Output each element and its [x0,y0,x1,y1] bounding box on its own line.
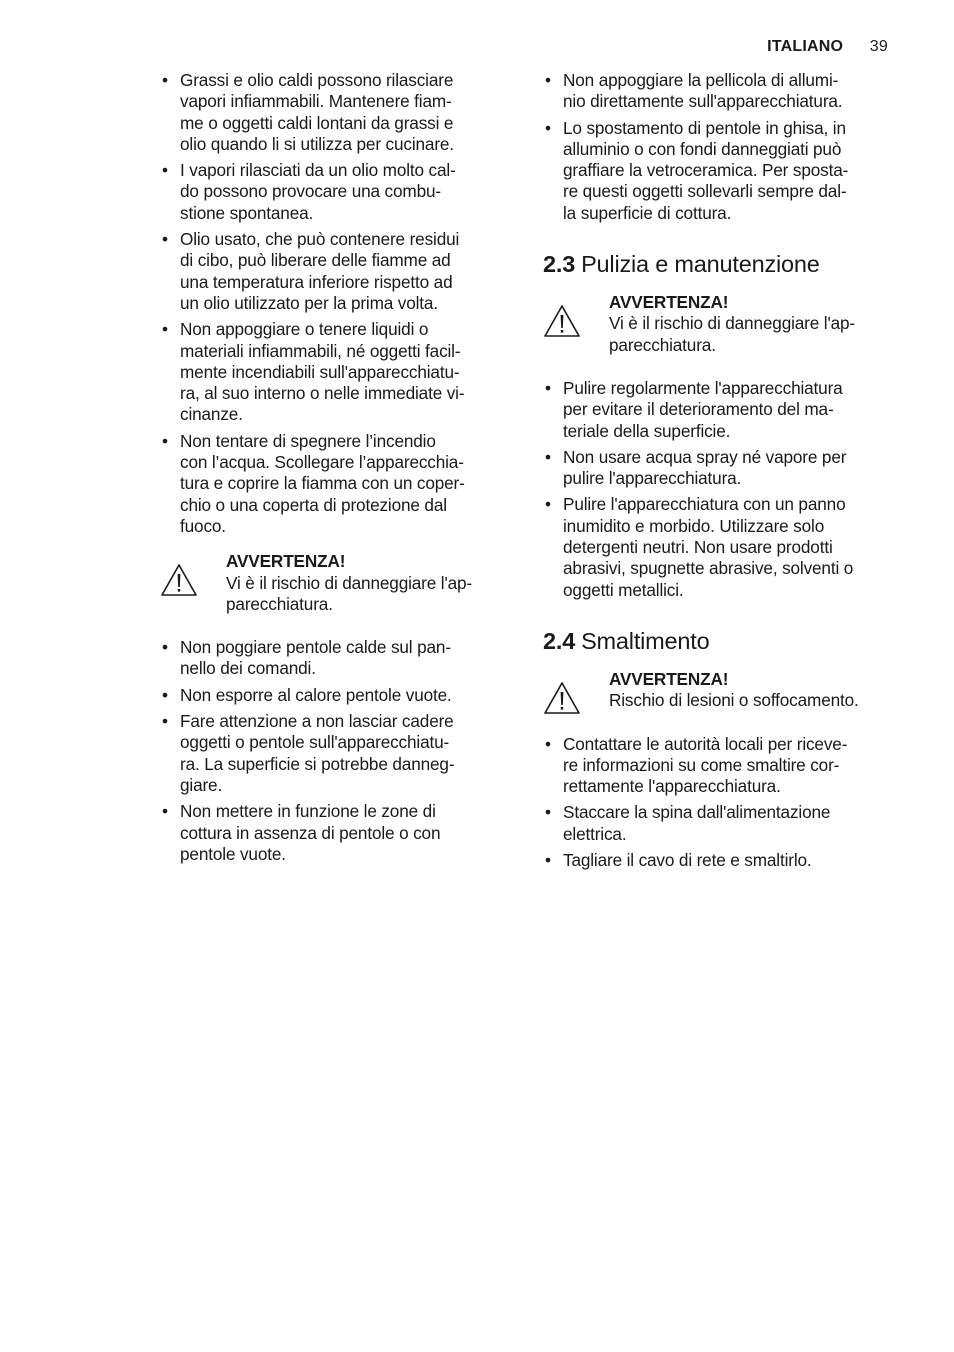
bullet-text-line: nello dei comandi. [180,658,316,679]
bullet-item [160,70,512,155]
section-2-3-bullet-list [543,378,895,601]
warning-text-line: parecchiatura. [609,334,716,355]
bullet-text-line: inumidito e morbido. Utilizzare solo [563,515,825,536]
warning-box [160,551,512,615]
warning-triangle-icon [543,681,581,715]
section-number: 2.4 [543,627,576,654]
bullet-text-line: oggetti metallici. [563,579,684,600]
warning-title: AVVERTENZA! [609,292,729,313]
warning-title: AVVERTENZA! [609,668,729,689]
left-bullet-list-1 [160,70,512,537]
bullet-text-line: • Lo spostamento di pentole in ghisa, in [563,117,846,138]
bullet-text-line: pentole vuote. [180,843,286,864]
bullet-item [543,447,895,490]
bullet-text-line: • Tagliare il cavo di rete e smaltirlo. [563,850,812,871]
warning-text-line: Rischio di lesioni o soffocamento. [609,690,859,711]
bullet-text-line: rettamente l'apparecchiatura. [563,776,781,797]
bullet-text-line: olio quando li si utilizza per cucinare. [180,133,454,154]
section-number: 2.3 [543,251,576,278]
bullet-text-line: • Grassi e olio caldi possono rilasciare [180,70,454,90]
bullet-text-line: • Non mettere in funzione le zone di [180,801,436,822]
bullet-item [160,160,512,224]
bullet-text-line: nio direttamente sull'apparecchiatura. [563,91,843,112]
warning-box [543,292,895,356]
bullet-item [160,229,512,314]
bullet-text-line: la superficie di cottura. [563,202,732,223]
bullet-text-line: do possono provocare una combu- [180,181,441,202]
bullet-text-line: vapori infiammabili. Mantenere fiam- [180,91,452,112]
section-heading-2-4 [543,627,895,655]
bullet-text-line: • Pulire regolarmente l'apparecchiatura [563,377,843,398]
bullet-text-line: • Non appoggiare la pellicola di allumi- [563,70,839,90]
bullet-item [543,118,895,224]
bullet-text-line: pulire l'apparecchiatura. [563,468,742,489]
bullet-text-line: alluminio o con fondi danneggiati può [563,138,842,159]
bullet-text-line: re questi oggetti sollevarli sempre dal- [563,181,847,202]
bullet-text-line: • Fare attenzione a non lasciar cadere [180,711,454,732]
bullet-text-line: un olio utilizzato per la prima volta. [180,292,438,313]
bullet-text-line: elettrica. [563,823,627,844]
bullet-item [543,802,895,845]
page-header [767,38,888,56]
warning-text-line: Vi è il rischio di danneggiare l'ap- [226,572,472,593]
bullet-text-line: • Non usare acqua spray né vapore per [563,446,847,467]
bullet-text-line: cinanze. [180,404,243,425]
bullet-text-line: • Contattare le autorità locali per riceve- [563,733,848,754]
bullet-text-line: • Non tentare di spegnere l’incendio [180,430,436,451]
bullet-text-line: me o oggetti caldi lontani da grassi e [180,112,454,133]
bullet-text-line: oggetti o pentole sull'apparecchiatu- [180,732,450,753]
bullet-text-line: • Non appoggiare o tenere liquidi o [180,319,429,340]
section-title: Smaltimento [581,627,710,654]
section-title: Pulizia e manutenzione [581,251,820,278]
bullet-item [160,711,512,796]
bullet-text-line: • Non poggiare pentole calde sul pan- [180,637,451,658]
bullet-text-line: chio o una coperta di protezione dal [180,494,447,515]
bullet-item [160,801,512,865]
warning-triangle-icon [160,563,198,597]
bullet-text-line: stione spontanea. [180,202,314,223]
bullet-text-line: materiali infiammabili, né oggetti facil- [180,340,461,361]
bullet-text-line: tura e coprire la fiamma con un coper- [180,473,465,494]
bullet-text-line: abrasivi, spugnette abrasive, solventi o [563,558,854,579]
warning-text-line: parecchiatura. [226,593,333,614]
bullet-text-line: per evitare il deterioramento del ma- [563,399,834,420]
bullet-text-line: una temperatura inferiore rispetto ad [180,271,453,292]
bullet-item [160,431,512,537]
right-column [543,70,895,876]
bullet-item [160,637,512,680]
bullet-text-line: cottura in assenza di pentole o con [180,822,441,843]
bullet-text-line: • Olio usato, che può contenere residui [180,229,460,250]
bullet-text-line: ra. La superficie si potrebbe danneg- [180,753,455,774]
bullet-text-line: giare. [180,774,223,795]
left-bullet-list-2 [160,637,512,865]
bullet-text-line: • Pulire l'apparecchiatura con un panno [563,494,846,515]
section-2-4-bullet-list [543,734,895,872]
bullet-item [543,850,895,871]
bullet-item [160,319,512,425]
bullet-item [160,685,512,706]
bullet-item [543,494,895,600]
bullet-text-line: • Staccare la spina dall'alimentazione [563,802,831,823]
bullet-item [543,734,895,798]
page-number: 39 [869,38,888,55]
section-heading-2-3 [543,250,895,278]
warning-box [543,669,895,712]
bullet-text-line: teriale della superficie. [563,420,731,441]
bullet-text-line: fuoco. [180,515,226,536]
left-column [160,70,512,870]
bullet-item [543,70,895,113]
bullet-text-line: graffiare la vetroceramica. Per sposta- [563,160,849,181]
bullet-text-line: mente incendiabili sull'apparecchiatu- [180,361,460,382]
bullet-text-line: • Non esporre al calore pentole vuote. [180,684,452,705]
warning-triangle-icon [543,304,581,338]
right-bullet-list-1 [543,70,895,224]
bullet-text-line: re informazioni su come smaltire cor- [563,754,840,775]
bullet-text-line: con l’acqua. Scollegare l’apparecchia- [180,452,464,473]
bullet-item [543,378,895,442]
warning-title: AVVERTENZA! [226,551,346,572]
bullet-text-line: • I vapori rilasciati da un olio molto cal- [180,160,456,181]
warning-text-line: Vi è il rischio di danneggiare l'ap- [609,313,855,334]
bullet-text-line: ra, al suo interno o nelle immediate vi- [180,383,465,404]
bullet-text-line: di cibo, può liberare delle fiamme ad [180,250,451,271]
bullet-text-line: detergenti neutri. Non usare prodotti [563,537,833,558]
header-language: ITALIANO [767,38,844,55]
